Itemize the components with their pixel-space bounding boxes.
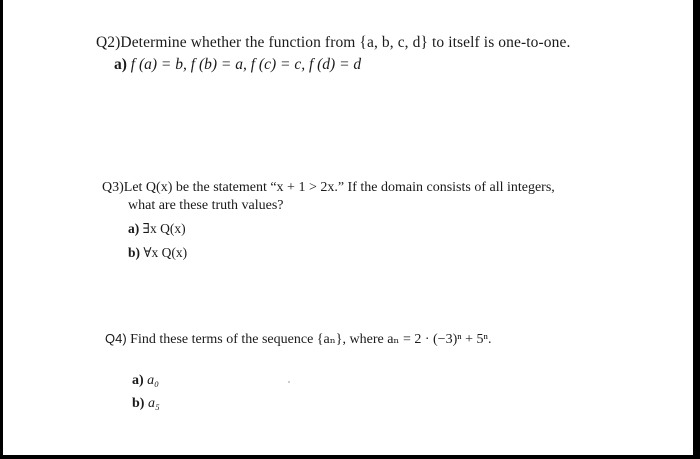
question-3-part-a — [128, 221, 186, 237]
question-4-part-a-label: a) — [132, 373, 144, 388]
question-3-number: Q3) — [102, 180, 124, 195]
question-4-part-a-text: a₀ — [147, 373, 160, 388]
question-4-part-b-text: a₅ — [147, 396, 160, 411]
question-3-part-b-text: ∀x Q(x) — [143, 245, 188, 260]
question-2-number: Q2) — [96, 34, 121, 51]
question-2-text: Determine whether the function from {a, b, c, d} to itself is one-to-one. — [120, 34, 571, 51]
question-4-number: Q4) — [105, 331, 127, 346]
question-4-part-a — [132, 373, 159, 389]
question-3 — [102, 180, 555, 196]
question-3-text-continued: what are these truth values? — [128, 198, 284, 213]
question-2-part-a — [114, 56, 361, 74]
document-page — [3, 0, 693, 455]
question-2-part-a-label: a) — [114, 56, 127, 73]
question-3-part-a-label: a) — [128, 221, 140, 236]
scan-speck — [288, 381, 290, 383]
question-2-part-a-text: f (a) = b, f (b) = a, f (c) = c, f (d) = d — [130, 56, 362, 73]
question-3-text: Let Q(x) be the statement “x + 1 > 2x.” If the domain consists of all integers, — [123, 180, 555, 195]
question-4-part-b — [132, 396, 160, 412]
question-2 — [96, 34, 570, 52]
question-4 — [105, 331, 491, 348]
question-4-part-b-label: b) — [132, 396, 145, 411]
question-3-part-b-label: b) — [128, 245, 141, 260]
question-3-part-a-text: ∃x Q(x) — [142, 221, 186, 236]
question-4-text: Find these terms of the sequence {aₙ}, where aₙ = 2 · (−3)ⁿ + 5ⁿ. — [130, 332, 492, 347]
question-3-part-b — [128, 245, 187, 261]
